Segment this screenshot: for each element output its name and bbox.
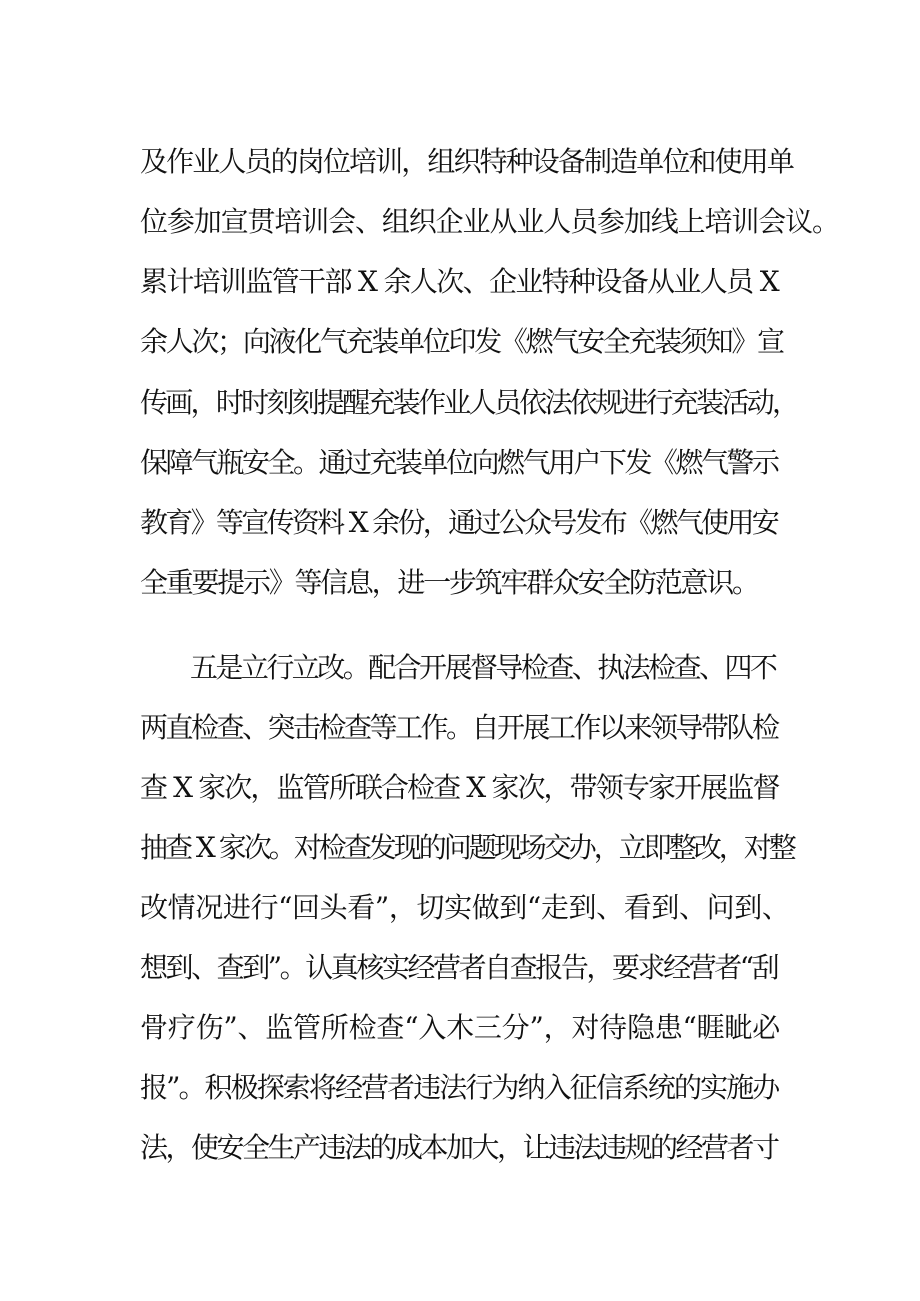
paragraph-1-line-7: 教育》等宣传资料 X 余份，通过公众号发布《燃气使用安 <box>140 506 778 539</box>
paragraph-2-line-7: 骨疗伤”、监管所检查“入木三分”，对待隐患“睚眦必 <box>140 1011 781 1044</box>
paragraph-1-line-2: 位参加宣贯培训会、组织企业从业人员参加线上培训会议。 <box>140 205 839 238</box>
paragraph-2-line-4: 抽查 X 家次。对检查发现的问题现场交办，立即整改，对整 <box>140 831 794 864</box>
paragraph-2-line-9: 法，使安全生产违法的成本加大，让违法违规的经营者寸 <box>140 1131 778 1164</box>
paragraph-1-line-4: 余人次；向液化气充装单位印发《燃气安全充装须知》宣 <box>140 325 783 358</box>
paragraph-2-line-6: 想到、查到”。认真核实经营者自查报告，要求经营者“刮 <box>140 951 778 984</box>
paragraph-2-line-3: 查 X 家次，监管所联合检查 X 家次，带领专家开展监督 <box>140 771 779 804</box>
paragraph-2-line-8: 报”。积极探索将经营者违法行为纳入征信系统的实施办 <box>140 1071 779 1104</box>
paragraph-2-line-1: 五是立行立改。配合开展督导检查、执法检查、四不 <box>190 651 776 684</box>
paragraph-1-line-3: 累计培训监管干部 X 余人次、企业特种设备从业人员 X <box>140 265 779 298</box>
paragraph-2-line-2: 两直检查、突击检查等工作。自开展工作以来领导带队检 <box>140 711 778 744</box>
paragraph-1-line-8: 全重要提示》等信息，进一步筑牢群众安全防范意识。 <box>140 566 758 599</box>
paragraph-1-line-6: 保障气瓶安全。通过充装单位向燃气用户下发《燃气警示 <box>140 446 778 479</box>
paragraph-1-line-5: 传画，时时刻刻提醒充装作业人员依法依规进行充装活动， <box>140 386 798 419</box>
paragraph-2-line-5: 改情况进行“回头看”，切实做到“走到、看到、问到、 <box>140 891 790 924</box>
paragraph-1-line-1: 及作业人员的岗位培训，组织特种设备制造单位和使用单 <box>140 145 794 178</box>
